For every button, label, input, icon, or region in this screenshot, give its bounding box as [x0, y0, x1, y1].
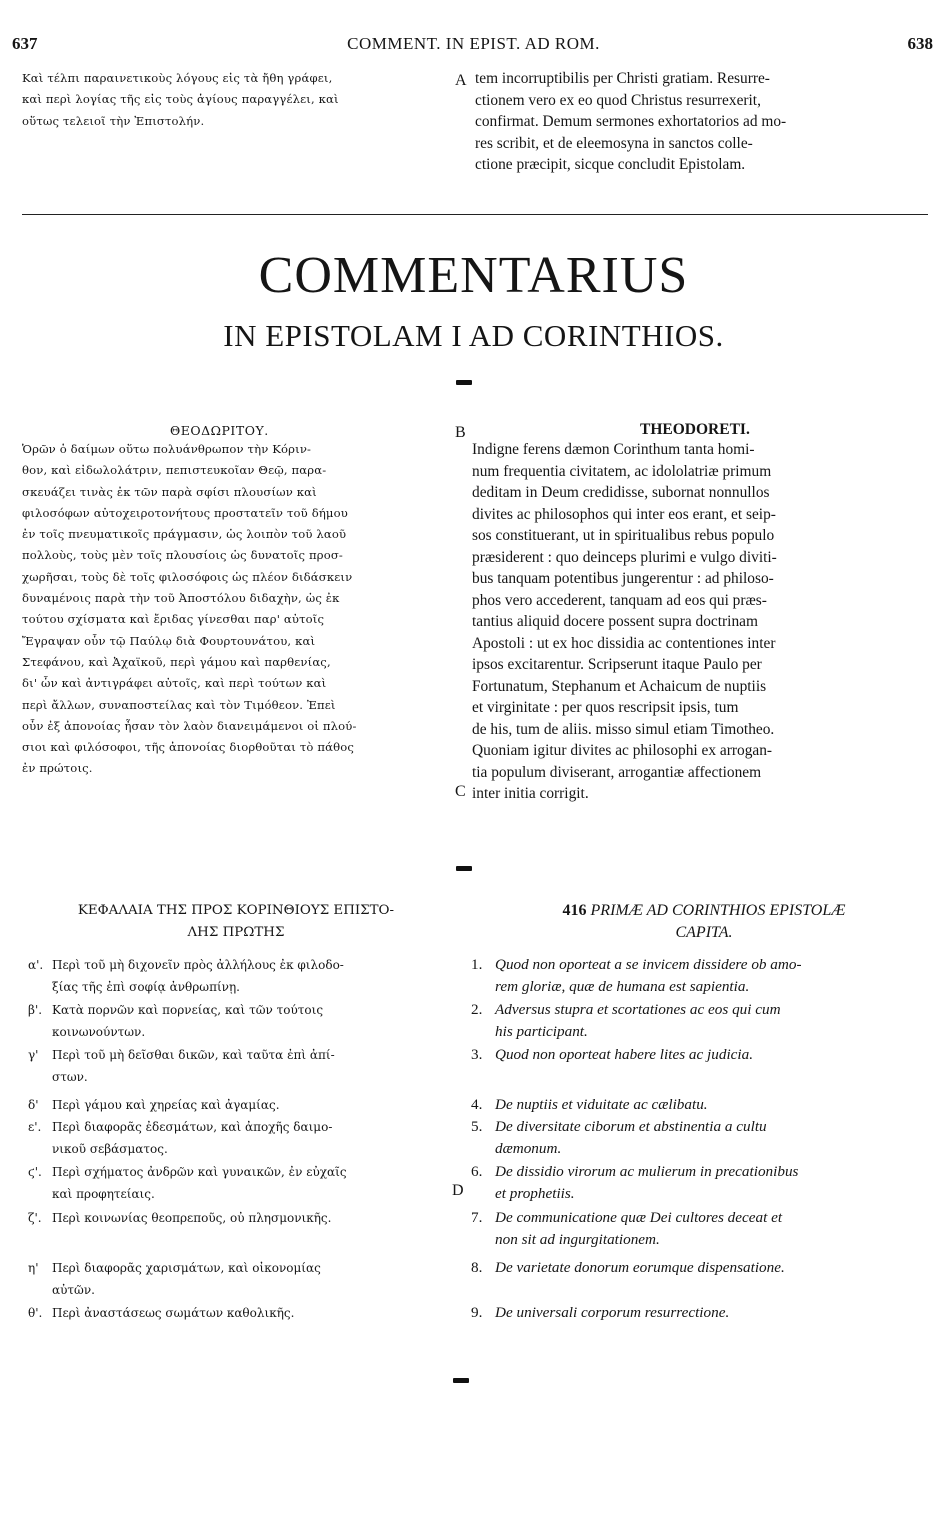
item-number: ε'. — [28, 1120, 42, 1134]
latin-line: num frequentia civitatem, ac idololatriæ primum — [472, 462, 772, 480]
item-text: dæmonum. — [495, 1140, 562, 1157]
item-text: ξίας τῆς ἐπὶ σοφίᾳ ἀνθρωπίνῃ. — [52, 980, 240, 994]
item-text: αὐτῶν. — [52, 1283, 95, 1297]
item-text: νικοῦ σεβάσματος. — [52, 1142, 168, 1156]
margin-marker-c: C — [455, 783, 466, 800]
item-number: δ' — [28, 1098, 39, 1112]
running-header — [0, 34, 947, 58]
latin-line: Indigne ferens dæmon Corinthum tanta homi- — [472, 441, 755, 458]
heading-line: ΚΕΦΑΛΑΙΑ ΤΗΣ ΠΡΟΣ ΚΟΡΙΝΘΙΟΥΣ ΕΠΙΣΤΟ- — [77, 903, 395, 918]
item-text: De communicatione quæ Dei cultores deceat et — [495, 1209, 783, 1226]
item-text: καὶ προφητείαις. — [52, 1187, 155, 1201]
greek-line: καὶ περὶ λογίας τῆς εἰς τοὺς ἁγίους παραγγέλει, καὶ — [22, 92, 339, 107]
item-number: 2. — [471, 1001, 483, 1018]
greek-line: οὖν ἐξ ἀπονοίας ἦσαν τὸν λαὸν διανειμάμενοι οἱ πλού- — [22, 718, 357, 733]
latin-line: sos constituerant, ut in spiritualibus rebus populo — [472, 527, 775, 544]
section-rule — [22, 214, 928, 215]
item-text: Περὶ διαφορᾶς ἐδεσμάτων, καὶ ἀποχῆς δαιμο- — [52, 1120, 333, 1134]
page-number-right: 638 — [907, 34, 933, 53]
item-number: η' — [28, 1261, 39, 1275]
heading-line: CAPITA. — [675, 924, 733, 941]
sub-title: IN EPISTOLAM I AD CORINTHIOS. — [223, 318, 724, 353]
greek-line: Ἔγραψαν οὖν τῷ Παύλῳ διὰ Φουρτουνάτου, καὶ — [22, 633, 316, 648]
margin-marker-d: D — [452, 1182, 464, 1199]
margin-marker-a: A — [455, 72, 467, 89]
latin-line: ipsos excitarentur. Scripserunt itaque Paulo per — [472, 656, 762, 673]
latin-line: ctionem vero ex eo quod Christus resurrexerit, — [475, 91, 761, 109]
item-text: his participant. — [495, 1023, 588, 1040]
capita-greek-heading — [22, 900, 450, 944]
greek-line: δυναμένοις παρὰ τὴν τοῦ Ἀποστόλου διδαχὴν, ὡς ἐκ — [22, 591, 340, 606]
greek-line: Στεφάνου, καὶ Ἀχαϊκοῦ, περὶ γάμου καὶ παρθενίας, — [22, 654, 331, 669]
item-number: β'. — [28, 1003, 43, 1017]
dash-ornament — [453, 1378, 469, 1383]
latin-line: tia populum diviserant, arrogantiæ affectionem — [472, 763, 762, 781]
item-number: θ'. — [28, 1306, 43, 1320]
item-text: Περὶ σχήματος ἀνδρῶν καὶ γυναικῶν, ἐν εὐχαῖς — [52, 1165, 347, 1179]
latin-line: Fortunatum, Stephanum et Achaicum de nuptiis — [472, 677, 767, 695]
item-text: De universali corporum resurrectione. — [495, 1304, 730, 1321]
latin-line: phos vero accederent, tanquam ad eos qui præs- — [472, 591, 767, 609]
latin-line: tantius aliquid docere possent supra doctrinam — [472, 613, 758, 630]
greek-line: σιοι καὶ φιλόσοφοι, τῆς ἀπονοίας διορθοῦται τὸ πάθος — [22, 740, 355, 755]
item-text: κοινωνούντων. — [52, 1025, 146, 1039]
item-number: 4. — [471, 1096, 483, 1113]
latin-line: res scribit, et de eleemosyna in sanctos colle- — [475, 134, 753, 152]
item-text: Περὶ τοῦ μὴ δεῖσθαι δικῶν, καὶ ταῦτα ἐπὶ ἀπί- — [52, 1048, 335, 1062]
item-text: De dissidio virorum ac mulierum in precationibus — [495, 1163, 799, 1180]
latin-line: de his, tum de aliis. misso simul etiam Timotheo. — [472, 720, 775, 738]
latin-line: tem incorruptibilis per Christi gratiam. Resurre- — [475, 70, 770, 87]
greek-line: θον, καὶ εἰδωλολάτριν, πεπιστευκοῖαν Θεῷ, παρα- — [22, 463, 327, 478]
item-text: Quod non oporteat habere lites ac judicia. — [495, 1046, 754, 1063]
item-number: 3. — [471, 1046, 483, 1063]
greek-line: ἐν πρώτοις. — [22, 761, 93, 776]
item-number: 9. — [471, 1304, 483, 1321]
greek-line: σκευάζει τινὰς ἐκ τῶν παρὰ σφίσι πλουσίων καὶ — [22, 484, 317, 499]
latin-line: confirmat. Demum sermones exhortatorios ad mo- — [475, 113, 787, 130]
greek-line: περὶ ἄλλων, συναποστείλας καὶ τὸν Τιμόθεον. Ἐπεὶ — [22, 697, 336, 712]
item-text: rem gloriæ, quæ de humana est sapientia. — [495, 978, 750, 995]
greek-line: πολλοὺς, τοὺς μὲν τοῖς πλουσίοις ὡς δυνατοῖς προσ- — [22, 548, 343, 563]
greek-line: δι' ὧν καὶ ἀντιγράφει αὐτοῖς, καὶ περὶ τούτων καὶ — [22, 676, 327, 691]
latin-line: bus tanquam potentibus jungerentur : ad philoso- — [472, 570, 774, 587]
greek-line: τούτου σχίσματα καὶ ἔριδας γίνεσθαι παρ' αὐτοῖς — [22, 612, 325, 627]
greek-line: Καὶ τέλπι παραινετικοὺς λόγους εἰς τὰ ἤθη γράφει, — [22, 71, 333, 85]
heading-line: ΛΗΣ ΠΡΩΤΗΣ — [187, 925, 285, 940]
main-title: COMMENTARIUS — [258, 247, 689, 304]
latin-line: Apostoli : ut ex hoc dissidia ac contentiones inter — [472, 634, 776, 652]
item-number: 7. — [471, 1209, 483, 1226]
greek-line: οὕτως τελειοῖ τὴν Ἐπιστολήν. — [22, 113, 205, 128]
item-text: Quod non oporteat a se invicem dissidere ob amo- — [495, 956, 802, 973]
dash-ornament — [456, 380, 472, 385]
item-text: Περὶ κοινωνίας θεοπρεποῦς, οὐ πλησμονικῆς. — [52, 1211, 332, 1225]
running-title: COMMENT. IN EPIST. AD ROM. — [347, 34, 600, 53]
item-number: α'. — [28, 958, 44, 972]
item-text: et prophetiis. — [495, 1185, 575, 1202]
latin-line: præsiderent : quo deinceps plurimi e vulgo diviti- — [472, 548, 777, 566]
greek-line: ἐν τοῖς πνευματικοῖς πράγμασιν, ὡς λοιπὸν τοῦ λαοῦ — [22, 527, 347, 542]
margin-marker-b: B — [455, 424, 466, 441]
latin-line: Quoniam igitur divites ac philosophi ex arrogan- — [472, 742, 773, 759]
page-number-left: 637 — [12, 34, 38, 53]
item-text: De diversitate ciborum et abstinentia a cultu — [495, 1118, 767, 1135]
heading-line: PRIMÆ AD CORINTHIOS EPISTOLÆ — [590, 902, 846, 919]
greek-line: Ὁρῶν ὁ δαίμων οὕτω πολυάνθρωπον τὴν Κόριν- — [22, 442, 312, 456]
item-number: 6. — [471, 1163, 483, 1180]
item-text: Περὶ ἀναστάσεως σωμάτων καθολικῆς. — [52, 1306, 295, 1320]
latin-line: inter initia corrigit. — [472, 785, 589, 802]
item-number: 1. — [471, 956, 483, 973]
latin-line: divites ac philosophos qui inter eos erant, et seip- — [472, 505, 776, 523]
item-number: ζ'. — [28, 1211, 42, 1225]
item-text: Περὶ γάμου καὶ χηρείας καὶ ἀγαμίας. — [52, 1098, 280, 1112]
theodoret-greek-column — [22, 439, 452, 780]
item-number: 8. — [471, 1259, 483, 1276]
item-text: Περὶ διαφορᾶς χαρισμάτων, καὶ οἰκονομίας — [52, 1261, 321, 1275]
item-text: Περὶ τοῦ μὴ διχονεῖν πρὸς ἀλλήλους ἐκ φιλοδο- — [52, 958, 344, 972]
latin-line: ctione præcipit, sicque concludit Epistolam. — [475, 156, 746, 173]
column-number: 416 — [562, 902, 587, 919]
item-text: De nuptiis et viduitate ac cælibatu. — [495, 1096, 708, 1113]
top-greek-column — [22, 68, 452, 132]
latin-line: deditam in Deum credidisse, subornat nonnullos — [472, 484, 770, 501]
greek-heading: ΘΕΟΔΩΡΙΤΟΥ. — [170, 423, 269, 438]
item-number: ϛ'. — [28, 1165, 42, 1179]
item-text: Adversus stupra et scortationes ac eos qui cum — [495, 1001, 781, 1018]
greek-line: χωρῆσαι, τοὺς δὲ τοῖς φιλοσόφοις ὡς πλέον διδάσκειν — [22, 569, 353, 584]
theodoret-latin-column — [472, 439, 934, 805]
item-text: non sit ad ingurgitationem. — [495, 1231, 660, 1248]
top-latin-column — [475, 68, 935, 176]
item-text: De varietate donorum eorumque dispensatione. — [495, 1259, 785, 1276]
latin-heading: THEODORETI. — [640, 421, 750, 438]
dash-ornament — [456, 866, 472, 871]
item-number: γ' — [28, 1048, 39, 1062]
latin-line: et virginitate : per quos rescripsit ipsis, tum — [472, 699, 739, 716]
greek-line: φιλοσόφων αὐτοχειροτονήτους προστατεῖν τοῦ δήμου — [22, 505, 348, 520]
item-text: στων. — [52, 1070, 88, 1084]
item-text: Κατὰ πορνῶν καὶ πορνείας, καὶ τῶν τούτοις — [52, 1003, 324, 1017]
capita-latin-heading — [474, 900, 934, 944]
item-number: 5. — [471, 1118, 483, 1135]
